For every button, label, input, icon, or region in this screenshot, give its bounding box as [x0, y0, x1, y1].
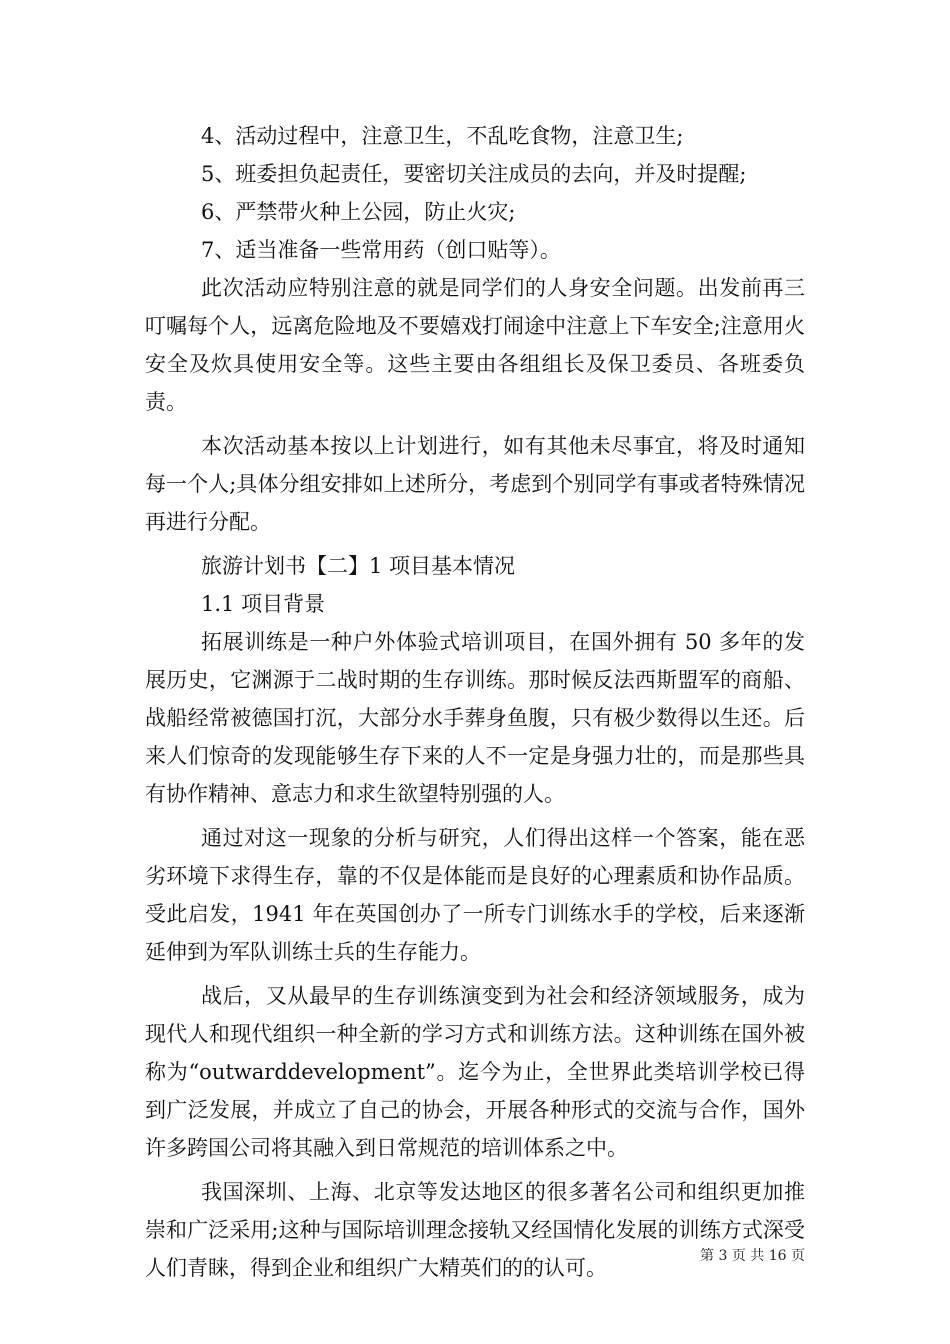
list-item-5: 5、班委担负起责任，要密切关注成员的去向，并及时提醒; — [201, 162, 747, 186]
list-item-6: 6、严禁带火种上公园，防止火灾; — [201, 200, 516, 224]
document-body — [145, 117, 805, 1287]
paragraph-safety: 此次活动应特别注意的就是同学们的人身安全问题。出发前再三叮嘱每个人，远离危险地及不要嬉戏打闹途中注意上下车安全;注意用火安全及炊具使用安全等。这些主要由各组组长及保卫委员、各班委负责。 — [145, 276, 805, 414]
section-heading: 旅游计划书【二】1 项目基本情况 — [201, 554, 516, 578]
page-number: 第 3 页 共 16 页 — [700, 1248, 805, 1264]
paragraph-background-4: 我国深圳、上海、北京等发达地区的很多著名公司和组织更加推崇和广泛采用;这种与国际培训理念接轨又经国情化发展的训练方式深受人们青睐，得到企业和组织广大精英们的的认可。 — [145, 1180, 805, 1280]
subsection-heading: 1.1 项目背景 — [201, 592, 326, 616]
paragraph-plan: 本次活动基本按以上计划进行，如有其他未尽事宜，将及时通知每一个人;具体分组安排如上述所分，考虑到个别同学有事或者特殊情况再进行分配。 — [145, 434, 805, 534]
list-item-4: 4、活动过程中，注意卫生，不乱吃食物，注意卫生; — [201, 124, 684, 148]
paragraph-background-2: 通过对这一现象的分析与研究，人们得出这样一个答案，能在恶劣环境下求得生存，靠的不仅是体能而是良好的心理素质和协作品质。受此启发，1941 年在英国创办了一所专门训练水手的学校，后来逐渐延伸到为军队训练士兵的生存能力。 — [145, 826, 805, 964]
paragraph-background-1: 拓展训练是一种户外体验式培训项目，在国外拥有 50 多年的发展历史，它渊源于二战时期的生存训练。那时候反法西斯盟军的商船、战船经常被德国打沉，大部分水手葬身鱼腹，只有极少数得以生还。后来人们惊奇的发现能够生存下来的人不一定是身强力壮的，而是那些具有协作精神、意志力和求生欲望特别强的人。 — [145, 630, 805, 806]
list-item-7: 7、适当准备一些常用药（创口贴等）。 — [201, 238, 561, 262]
paragraph-background-3: 战后，又从最早的生存训练演变到为社会和经济领域服务，成为现代人和现代组织一种全新的学习方式和训练方法。这种训练在国外被称为“outwarddevelopment”。迄今为止，全世界此类培训学校已得到广泛发展，并成立了自己的协会，开展各种形式的交流与合作，国外许多跨国公司将其融入到日常规范的培训体系之中。 — [145, 984, 805, 1160]
